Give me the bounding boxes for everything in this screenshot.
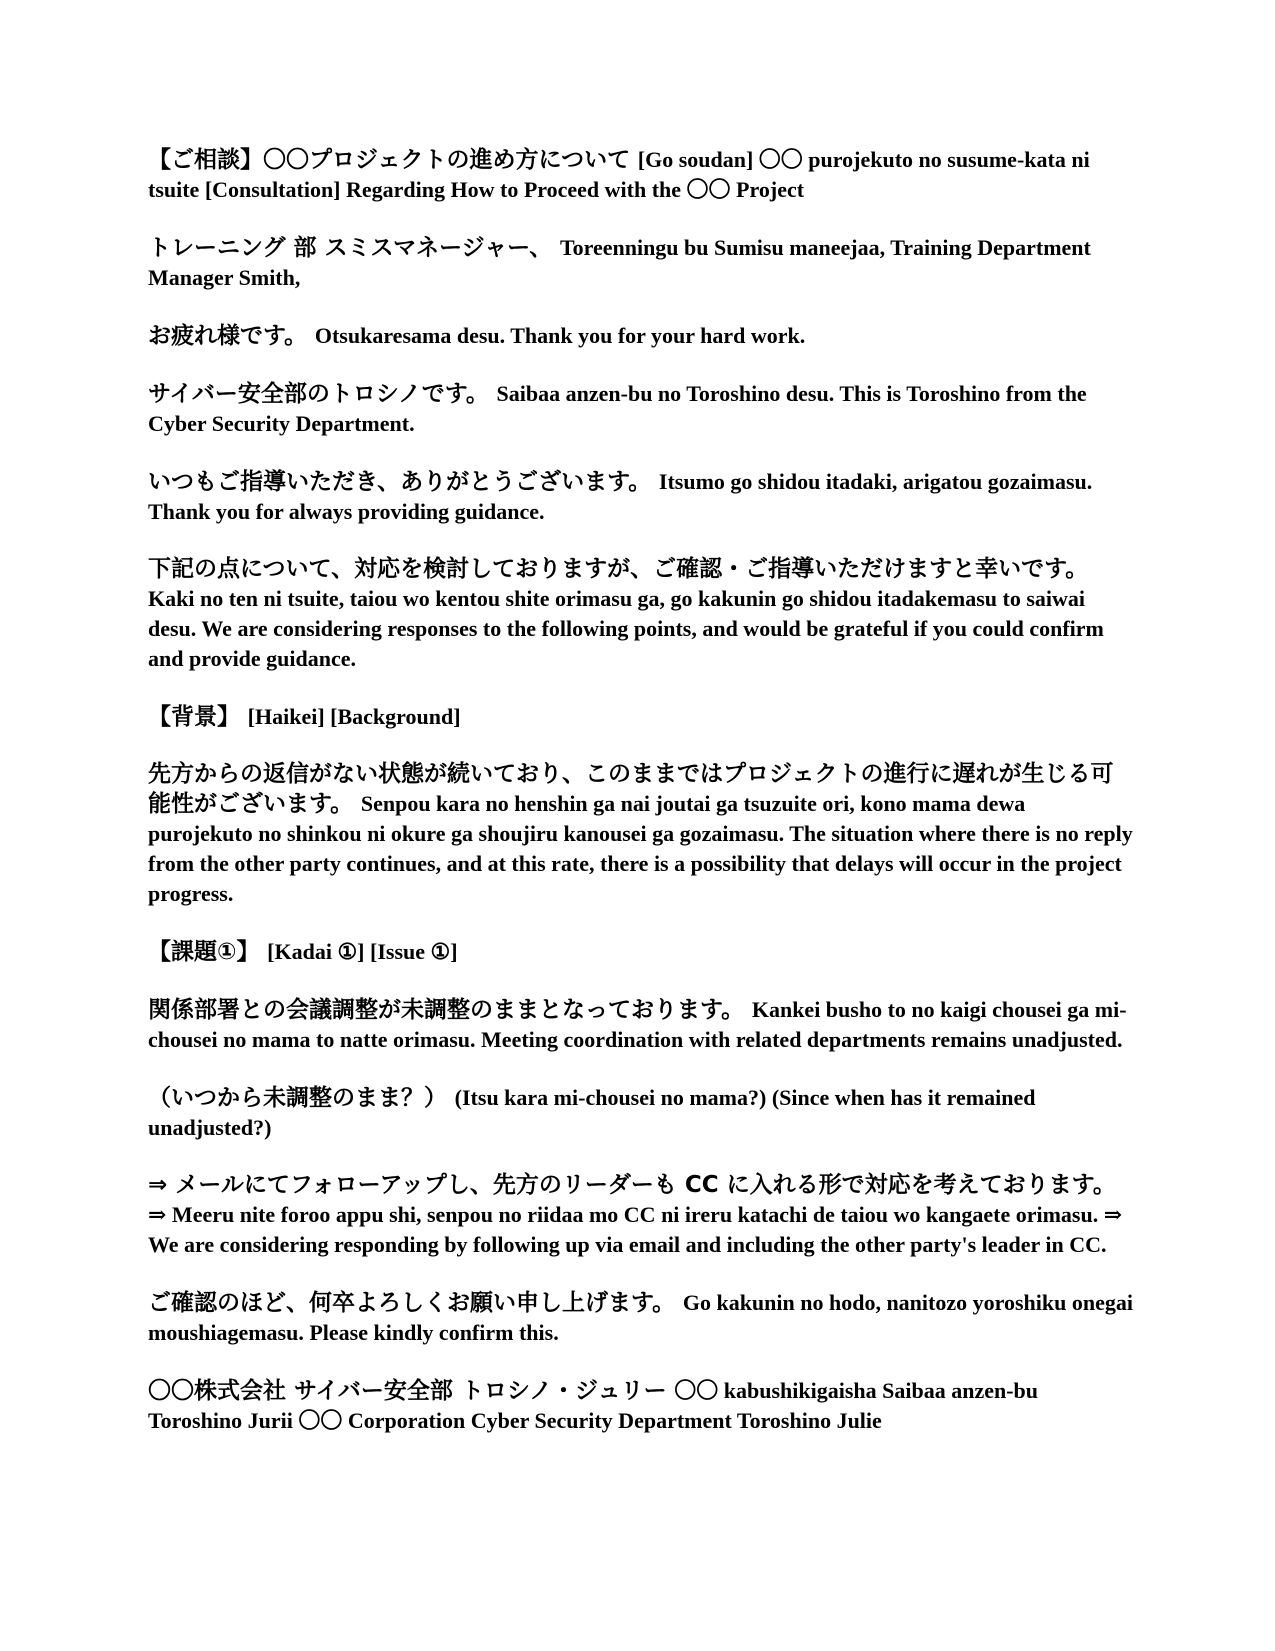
romaji-translation-text: ⇒ Meeru nite foroo appu shi, senpou no riidaa mo CC ni ireru katachi de taiou wo kangaete orimasu. ⇒ We are considering responding by following up via email and including the other party's leader in CC. — [148, 1202, 1123, 1257]
japanese-text: ⇒ メールにてフォローアップし、先方のリーダーも CC に入れる形で対応を考えております。 — [148, 1172, 1116, 1198]
japanese-text: 関係部署との会議調整が未調整のままとなっております。 — [148, 997, 745, 1023]
romaji-translation-text: Go kakunin no hodo, nanitozo yoroshiku onegai moushiagemasu. Please kindly confirm this. — [148, 1290, 1133, 1345]
subject-line — [148, 145, 1133, 205]
romaji-translation-text: Kaki no ten ni tsuite, taiou wo kentou shite orimasu ga, go kakunin go shidou itadakemasu to saiwai desu. We are considering responses to the following points, and would be grateful if you could confirm and provide guidance. — [148, 586, 1104, 671]
japanese-text: トレーニング 部 スミスマネージャー、 — [148, 235, 553, 261]
thanks-line — [148, 467, 1133, 527]
japanese-text: お疲れ様です。 — [148, 323, 308, 349]
japanese-text: 【背景】 — [148, 704, 240, 730]
document-page — [148, 145, 1133, 1464]
japanese-text: 【ご相談】〇〇プロジェクトの進め方について — [148, 147, 631, 173]
romaji-translation-text: 〇〇 kabushikigaisha Saibaa anzen-bu Toroshino Jurii 〇〇 Corporation Cyber Security Department Toroshino Julie — [148, 1378, 1039, 1433]
issue-heading — [148, 937, 1133, 967]
romaji-translation-text: Kankei busho to no kaigi chousei ga mi-chousei no mama to natte orimasu. Meeting coordination with related departments remains unadjusted. — [148, 997, 1127, 1052]
background-body — [148, 760, 1133, 909]
closing-line — [148, 1288, 1133, 1348]
japanese-text: 下記の点について、対応を検討しておりますが、ご確認・ご指導いただけますと幸いです。 — [148, 556, 1089, 582]
japanese-text: 【課題①】 — [148, 939, 260, 965]
japanese-text: サイバー安全部のトロシノです。 — [148, 381, 489, 407]
romaji-translation-text: [Kadai ①] [Issue ①] — [267, 939, 458, 964]
japanese-text: いつもご指導いただき、ありがとうございます。 — [148, 469, 652, 495]
japanese-text: 先方からの返信がない状態が続いており、このままではプロジェクトの進行に遅れが生じる可能性がございます。 — [148, 761, 1114, 817]
japanese-text: 〇〇株式会社 サイバー安全部 トロシノ・ジュリー — [148, 1378, 667, 1404]
self-introduction — [148, 379, 1133, 439]
romaji-translation-text: Senpou kara no henshin ga nai joutai ga tsuzuite ori, kono mama dewa purojekuto no shinkou ni okure ga shoujiru kanousei ga gozaimasu. The situation where there is no reply from the other party continues, and at this rate, there is a possibility that delays will occur in the project progress. — [148, 791, 1133, 906]
romaji-translation-text: Toreenningu bu Sumisu maneejaa, Training Department Manager Smith, — [148, 235, 1091, 290]
issue-question — [148, 1083, 1133, 1143]
issue-body — [148, 995, 1133, 1055]
request-line — [148, 555, 1133, 674]
japanese-text: （いつから未調整のまま？） — [148, 1085, 447, 1111]
japanese-text: ご確認のほど、何卒よろしくお願い申し上げます。 — [148, 1290, 676, 1316]
background-heading — [148, 702, 1133, 732]
signature — [148, 1376, 1133, 1436]
romaji-translation-text: Itsumo go shidou itadaki, arigatou gozaimasu. Thank you for always providing guidance. — [148, 469, 1093, 524]
romaji-translation-text: [Go soudan] 〇〇 purojekuto no susume-kata ni tsuite [Consultation] Regarding How to Proceed with the 〇〇 Project — [148, 147, 1090, 202]
salutation — [148, 233, 1133, 293]
romaji-translation-text: (Itsu kara mi-chousei no mama?) (Since when has it remained unadjusted?) — [148, 1085, 1036, 1140]
proposed-action — [148, 1171, 1133, 1260]
greeting — [148, 321, 1133, 351]
romaji-translation-text: Saibaa anzen-bu no Toroshino desu. This is Toroshino from the Cyber Security Department. — [148, 381, 1087, 436]
romaji-translation-text: Otsukaresama desu. Thank you for your hard work. — [314, 323, 806, 348]
romaji-translation-text: [Haikei] [Background] — [247, 704, 461, 729]
